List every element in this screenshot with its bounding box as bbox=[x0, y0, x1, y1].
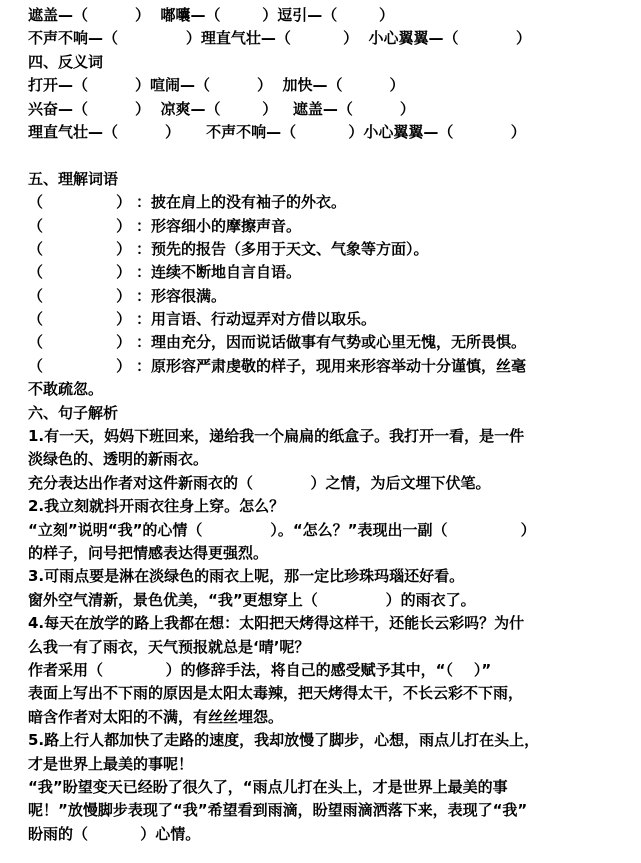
sentences-heading: 六、句子解析 bbox=[28, 403, 119, 422]
definition-row bbox=[28, 191, 621, 214]
spacer bbox=[28, 144, 621, 167]
antonym-line: 理直气壮—（ ） 不声不响—（ ）小心翼翼—（ ） bbox=[28, 122, 526, 141]
sentence-line: 2.我立刻就抖开雨衣往身上穿。怎么？ bbox=[28, 497, 285, 516]
sentence-line: 作者采用（ ）的修辞手法，将自己的感受赋予其中，“（ ）” bbox=[28, 660, 492, 679]
synonym-line: 不声不响—（ ）理直气壮—（ ） 小心翼翼—（ ） bbox=[28, 29, 532, 48]
sentence-line: 5.路上行人都加快了走路的速度，我却放慢了脚步，心想，雨点儿打在头上， bbox=[28, 731, 540, 750]
sentence-line: 充分表达出作者对这件新雨衣的（ ）之情，为后文埋下伏笔。 bbox=[28, 473, 491, 492]
sentence-line: “立刻”说明“我”的心情（ ）。“怎么？”表现出一副（ ） bbox=[28, 520, 536, 539]
definition-row bbox=[28, 215, 621, 238]
definition-text: ：用言语、行动逗弄对方借以取乐。 bbox=[136, 310, 377, 329]
answer-blank: （ ） bbox=[28, 286, 132, 305]
synonym-line: 遮盖—（ ） 嘟囔—（ ）逗引—（ ） bbox=[28, 6, 394, 24]
sentence-line: 盼雨的（ ）心情。 bbox=[28, 824, 201, 843]
definition-row bbox=[28, 308, 621, 331]
definition-text: ：理由充分，因而说话做事有气势或心里无愧，无所畏惧。 bbox=[136, 333, 527, 352]
antonyms-heading: 四、反义词 bbox=[28, 52, 104, 71]
definition-text: ：连续不断地自言自语。 bbox=[136, 263, 302, 282]
answer-blank: （ ） bbox=[28, 193, 132, 212]
definition-row bbox=[28, 285, 621, 308]
definition-text: ：预先的报告（多用于天文、气象等方面）。 bbox=[136, 239, 429, 258]
sentence-line: 1.有一天，妈妈下班回来，递给我一个扁扁的纸盒子。我打开一看，是一件 bbox=[28, 427, 525, 446]
sentence-line: “我”盼望变天已经盼了很久了，“雨点儿打在头上，才是世界上最美的事 bbox=[28, 777, 508, 796]
sentence-line: 表面上写出不下雨的原因是太阳太毒辣，把天烤得太干，不长云彩不下雨， bbox=[28, 684, 524, 703]
definition-tail: 不敢疏忽。 bbox=[28, 380, 104, 399]
sentence-line: 呢！”放慢脚步表现了“我”希望看到雨滴，盼望雨滴洒落下来，表现了“我” bbox=[28, 801, 528, 820]
definition-text: ：原形容严肃虔敬的样子，现用来形容举动十分谨慎，丝毫 bbox=[136, 356, 527, 375]
definition-row bbox=[28, 355, 621, 378]
sentence-line: 么我一有了雨衣，天气预报就总是‘晴’呢？ bbox=[28, 637, 310, 656]
answer-blank: （ ） bbox=[28, 310, 132, 329]
answer-blank: （ ） bbox=[28, 239, 132, 258]
answer-blank: （ ） bbox=[28, 356, 132, 375]
definition-text: ：形容很满。 bbox=[136, 286, 227, 305]
definition-text: ：披在肩上的没有袖子的外衣。 bbox=[136, 193, 347, 212]
definition-row bbox=[28, 261, 621, 284]
sentence-line: 淡绿色的、透明的新雨衣。 bbox=[28, 450, 209, 469]
definition-row bbox=[28, 238, 621, 261]
answer-blank: （ ） bbox=[28, 263, 132, 282]
definition-row bbox=[28, 331, 621, 354]
definition-text: ：形容细小的摩擦声音。 bbox=[136, 216, 302, 235]
sentence-line: 才是世界上最美的事呢！ bbox=[28, 754, 194, 773]
answer-blank: （ ） bbox=[28, 333, 132, 352]
answer-blank: （ ） bbox=[28, 216, 132, 235]
terms-heading: 五、理解词语 bbox=[28, 169, 119, 188]
sentence-line: 3.可雨点要是淋在淡绿色的雨衣上呢，那一定比珍珠玛瑙还好看。 bbox=[28, 567, 465, 586]
sentence-line: 暗含作者对太阳的不满，有丝丝埋怨。 bbox=[28, 707, 284, 726]
antonym-line: 兴奋—（ ） 凉爽—（ ） 遮盖—（ ） bbox=[28, 99, 415, 118]
sentence-line: 窗外空气清新，景色优美，“我”更想穿上（ ）的雨衣了。 bbox=[28, 590, 476, 609]
sentence-line: 4.每天在放学的路上我都在想：太阳把天烤得这样干，还能长云彩吗？为什 bbox=[28, 614, 525, 633]
antonym-line: 打开—（ ）喧闹—（ ） 加快—（ ） bbox=[28, 76, 405, 95]
sentence-line: 的样子，问号把情感表达得更强烈。 bbox=[28, 543, 269, 562]
